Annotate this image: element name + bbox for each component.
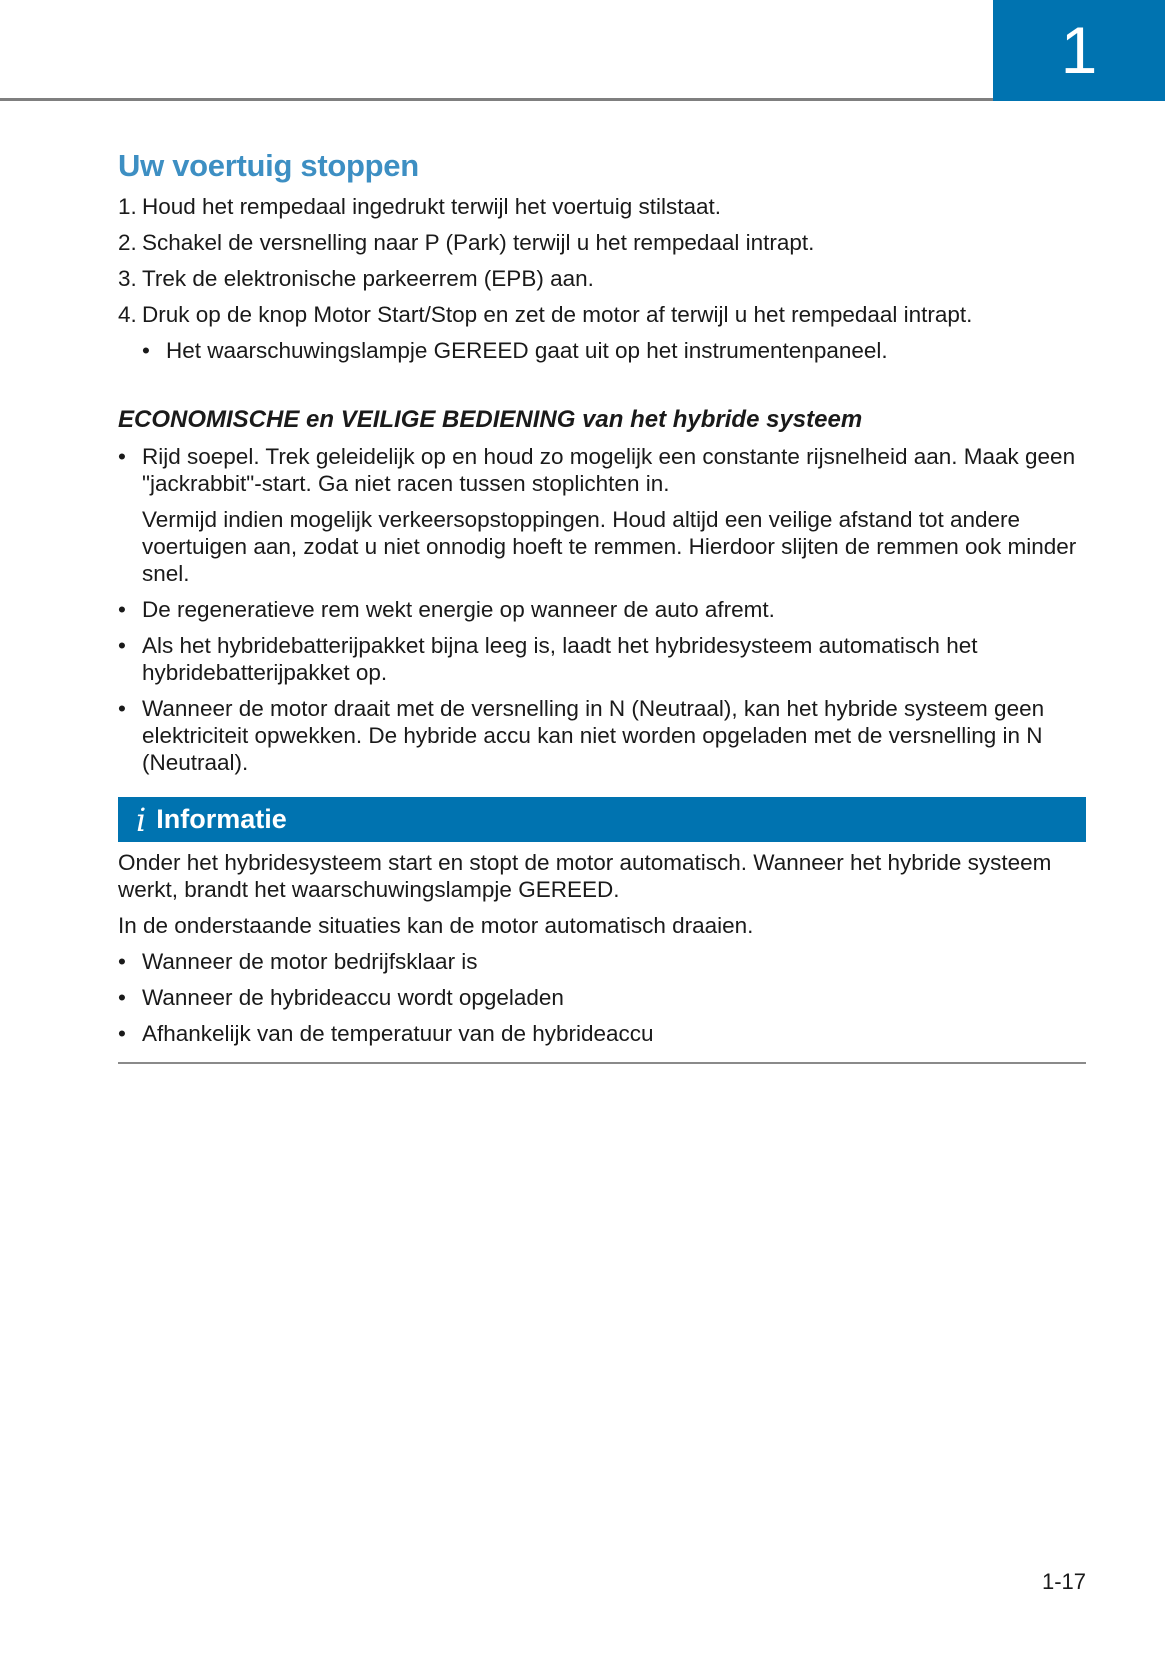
bullet: • [142, 338, 150, 363]
info-paragraph: In de onderstaande situaties kan de motor automatisch draaien. [118, 913, 754, 938]
list-text: De regeneratieve rem wekt energie op wanneer de auto afremt. [142, 597, 775, 622]
step-item [118, 301, 1088, 328]
bullet: • [118, 696, 126, 721]
step-item [118, 229, 1088, 256]
list-text: Vermijd indien mogelijk verkeersopstoppingen. Houd altijd een veilige afstand tot andere voertuigen aan, zodat u niet onnodig hoeft te remmen. Hierdoor slijten de remmen ook minder snel. [142, 507, 1077, 586]
eco-heading: ECONOMISCHE en VEILIGE BEDIENING van het hybride systeem [118, 406, 863, 433]
bullet: • [118, 1021, 126, 1046]
step-note [118, 337, 1088, 364]
info-paragraph: Onder het hybridesysteem start en stopt de motor automatisch. Wanneer het hybride systeem werkt, brandt het waarschuwingslampje GEREED. [118, 850, 1052, 902]
list-continuation [118, 506, 1088, 587]
step-note-text: Het waarschuwingslampje GEREED gaat uit op het instrumentenpaneel. [166, 338, 888, 363]
step-number: 4. [118, 302, 137, 327]
bullet: • [118, 633, 126, 658]
page-number: 1-17 [1041, 1569, 1086, 1594]
list-item [118, 1020, 1088, 1047]
step-text: Trek de elektronische parkeerrem (EPB) aan. [142, 266, 594, 291]
bullet: • [118, 444, 126, 469]
chapter-tab: 1 [993, 0, 1165, 101]
section-title: Uw voertuig stoppen [118, 148, 419, 183]
step-number: 3. [118, 266, 137, 291]
header-rule [0, 98, 993, 101]
eco-bullets [118, 443, 1088, 776]
list-item [118, 984, 1088, 1011]
step-item [118, 265, 1088, 292]
info-end-rule [118, 1062, 1086, 1064]
info-banner [118, 797, 1086, 842]
step-text: Druk op de knop Motor Start/Stop en zet de motor af terwijl u het rempedaal intrapt. [142, 302, 973, 327]
list-text: Wanneer de motor draait met de versnelling in N (Neutraal), kan het hybride systeem geen elektriciteit opwekken. De hybride accu kan niet worden opgeladen met de versnelling in N (Neutraal). [142, 696, 1045, 775]
steps-list [118, 193, 1088, 364]
step-number: 2. [118, 230, 137, 255]
list-text: Wanneer de motor bedrijfsklaar is [142, 949, 478, 974]
step-text: Houd het rempedaal ingedrukt terwijl het voertuig stilstaat. [142, 194, 722, 219]
list-item [118, 443, 1088, 497]
list-item [118, 596, 1088, 623]
step-text: Schakel de versnelling naar P (Park) terwijl u het rempedaal intrapt. [142, 230, 815, 255]
list-text: Rijd soepel. Trek geleidelijk op en houd zo mogelijk een constante rijsnelheid aan. Maak geen "jackrabbit"-start. Ga niet racen tussen stoplichten in. [142, 444, 1076, 496]
bullet: • [118, 597, 126, 622]
list-item [118, 632, 1088, 686]
step-item [118, 193, 1088, 220]
list-text: Als het hybridebatterijpakket bijna leeg is, laadt het hybridesysteem automatisch het hybridebatterijpakket op. [142, 633, 978, 685]
info-icon: i [136, 800, 147, 839]
list-text: Wanneer de hybrideaccu wordt opgeladen [142, 985, 564, 1010]
step-number: 1. [118, 194, 137, 219]
info-title: Informatie [156, 804, 287, 834]
list-text: Afhankelijk van de temperatuur van de hybrideaccu [142, 1021, 654, 1046]
bullet: • [118, 985, 126, 1010]
list-item [118, 695, 1088, 776]
list-item [118, 948, 1088, 975]
info-content [118, 849, 1088, 1047]
bullet: • [118, 949, 126, 974]
